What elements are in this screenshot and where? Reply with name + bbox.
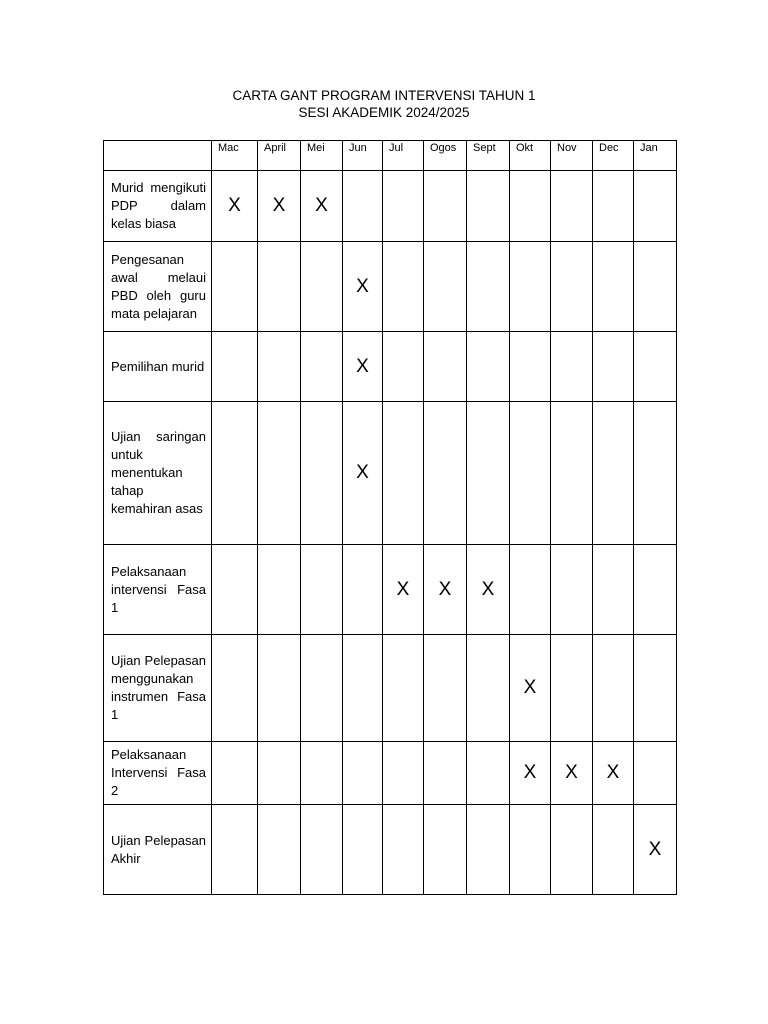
activity-row [104,332,677,402]
schedule-mark-cell [551,805,593,895]
header-corner-cell [104,141,212,171]
activity-label: Murid mengikuti PDP dalam kelas biasa [104,171,212,242]
activity-label: Ujian Pelepasan menggunakan instrumen Fasa 1 [104,635,212,742]
month-header: Nov [551,141,593,171]
schedule-mark-cell [551,332,593,402]
gantt-table [103,140,677,895]
schedule-mark-cell [424,402,467,545]
schedule-mark-cell [212,545,258,635]
schedule-mark-cell [424,635,467,742]
activity-row [104,171,677,242]
activity-row [104,805,677,895]
schedule-mark-cell: X [510,742,551,805]
schedule-mark-cell [510,171,551,242]
schedule-mark-cell: X [343,402,383,545]
schedule-mark-cell [634,402,677,545]
schedule-mark-cell: X [551,742,593,805]
schedule-mark-cell [383,332,424,402]
schedule-mark-cell [467,402,510,545]
title-line-2: SESI AKADEMIK 2024/2025 [298,105,470,120]
schedule-mark-cell [551,171,593,242]
activity-row [104,402,677,545]
schedule-mark-cell [551,545,593,635]
schedule-mark-cell [467,332,510,402]
activity-row [104,242,677,332]
schedule-mark-cell: X [343,242,383,332]
schedule-mark-cell [510,402,551,545]
schedule-mark-cell [593,332,634,402]
schedule-mark-cell [301,742,343,805]
month-header: Jan [634,141,677,171]
schedule-mark-cell [343,805,383,895]
schedule-mark-cell [258,242,301,332]
schedule-mark-cell [634,742,677,805]
schedule-mark-cell [424,171,467,242]
schedule-mark-cell [593,805,634,895]
activity-label: Pelaksanaan Intervensi Fasa 2 [104,742,212,805]
schedule-mark-cell [212,402,258,545]
schedule-mark-cell [383,171,424,242]
schedule-mark-cell [593,242,634,332]
schedule-mark-cell: X [467,545,510,635]
month-header: Ogos [424,141,467,171]
schedule-mark-cell: X [258,171,301,242]
schedule-mark-cell [383,242,424,332]
schedule-mark-cell [634,242,677,332]
month-header: Dec [593,141,634,171]
schedule-mark-cell: X [212,171,258,242]
schedule-mark-cell [343,742,383,805]
title-line-1: CARTA GANT PROGRAM INTERVENSI TAHUN 1 [232,88,536,103]
schedule-mark-cell [510,545,551,635]
month-header: Sept [467,141,510,171]
month-header: Okt [510,141,551,171]
schedule-mark-cell [551,402,593,545]
schedule-mark-cell [424,242,467,332]
month-header: Mei [301,141,343,171]
schedule-mark-cell [258,402,301,545]
schedule-mark-cell [424,742,467,805]
activity-label: Pengesanan awal melaui PBD oleh guru mata pelajaran [104,242,212,332]
activity-row [104,545,677,635]
schedule-mark-cell: X [424,545,467,635]
schedule-mark-cell [383,805,424,895]
activity-label: Pemilihan murid [104,332,212,402]
schedule-mark-cell: X [634,805,677,895]
schedule-mark-cell [510,332,551,402]
month-header: April [258,141,301,171]
schedule-mark-cell [258,635,301,742]
schedule-mark-cell [343,635,383,742]
schedule-mark-cell [467,242,510,332]
schedule-mark-cell [634,171,677,242]
schedule-mark-cell [634,545,677,635]
schedule-mark-cell [424,332,467,402]
schedule-mark-cell [510,805,551,895]
activity-row [104,742,677,805]
schedule-mark-cell [301,402,343,545]
month-header: Jul [383,141,424,171]
schedule-mark-cell [593,635,634,742]
schedule-mark-cell: X [383,545,424,635]
month-header: Jun [343,141,383,171]
schedule-mark-cell: X [593,742,634,805]
schedule-mark-cell [383,635,424,742]
schedule-mark-cell: X [301,171,343,242]
schedule-mark-cell [258,742,301,805]
schedule-mark-cell [551,635,593,742]
activity-row [104,635,677,742]
schedule-mark-cell: X [343,332,383,402]
schedule-mark-cell [212,742,258,805]
schedule-mark-cell [593,545,634,635]
schedule-mark-cell [551,242,593,332]
activity-label: Pelaksanaan intervensi Fasa 1 [104,545,212,635]
activity-label: Ujian Pelepasan Akhir [104,805,212,895]
schedule-mark-cell [212,242,258,332]
schedule-mark-cell [258,332,301,402]
schedule-mark-cell [383,402,424,545]
schedule-mark-cell [510,242,551,332]
schedule-mark-cell [301,545,343,635]
schedule-mark-cell [467,805,510,895]
document-title [0,87,768,121]
schedule-mark-cell [301,805,343,895]
header-row [104,141,677,171]
schedule-mark-cell [593,402,634,545]
activity-label: Ujian saringan untuk menentukan tahap kemahiran asas [104,402,212,545]
schedule-mark-cell [258,805,301,895]
schedule-mark-cell: X [510,635,551,742]
schedule-mark-cell [467,635,510,742]
month-header: Mac [212,141,258,171]
schedule-mark-cell [424,805,467,895]
schedule-mark-cell [343,171,383,242]
schedule-mark-cell [212,332,258,402]
schedule-mark-cell [383,742,424,805]
schedule-mark-cell [634,635,677,742]
schedule-mark-cell [634,332,677,402]
schedule-mark-cell [212,635,258,742]
schedule-mark-cell [301,635,343,742]
schedule-mark-cell [467,742,510,805]
schedule-mark-cell [593,171,634,242]
schedule-mark-cell [343,545,383,635]
schedule-mark-cell [467,171,510,242]
schedule-mark-cell [258,545,301,635]
schedule-mark-cell [212,805,258,895]
schedule-mark-cell [301,332,343,402]
schedule-mark-cell [301,242,343,332]
